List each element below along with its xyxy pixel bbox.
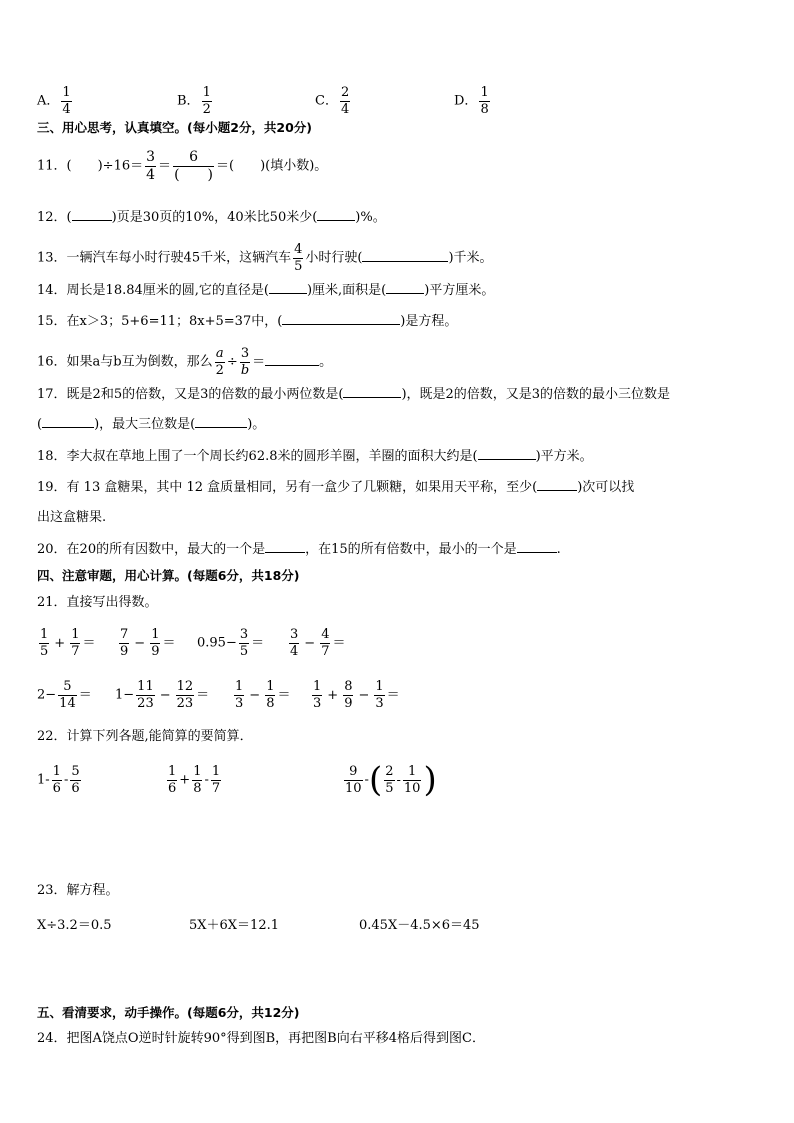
section-3-title: 三、用心思考，认真填空。(每小题2分，共20分) (37, 120, 313, 135)
expression: $\frac{1}{3}$ − $\frac{1}{8}$ ＝ (235, 679, 291, 711)
question-23-title: 23．解方程。 (37, 883, 119, 898)
answer-blank[interactable] (537, 478, 577, 491)
section-4-title: 四、注意审题，用心计算。(每题6分，共18分) (37, 568, 300, 583)
answer-blank[interactable] (72, 208, 112, 221)
expression: $\frac{1}{6}$ + $\frac{1}{8}$ - $\frac{1}{7}$ (168, 764, 221, 796)
question-11: 11．( )÷16＝ $\frac{3}{4}$ ＝ $\frac{6}{( )}$ ＝( )(填小数)。 (37, 149, 328, 183)
expression: 1- $\frac{1}{6}$ - $\frac{5}{6}$ (37, 764, 80, 796)
question-15: 15．在x＞3；5+6=11；8x+5=37中，( )是方程。 (37, 314, 458, 329)
question-14: 14．周长是18.84厘米的圆,它的直径是( )厘米,面积是( )平方厘米。 (37, 283, 495, 298)
answer-blank[interactable] (269, 281, 307, 294)
equation: X÷3.2＝0.5 (37, 918, 112, 933)
expression: $\frac{9}{10}$ - ( $\frac{2}{5}$ - $\frac{1}{10}$ ) (345, 760, 437, 800)
answer-blank[interactable] (265, 353, 319, 366)
expression: $\frac{1}{5}$ + $\frac{1}{7}$ ＝ (40, 627, 96, 659)
q21-row-2 (37, 680, 757, 720)
equation: 0.45X－4.5×6＝45 (359, 918, 480, 933)
q21-row-1 (37, 628, 757, 668)
expression: $\frac{3}{4}$ − $\frac{4}{7}$ ＝ (290, 627, 346, 659)
fraction: $\frac{1}{2}$ (202, 85, 211, 117)
answer-blank[interactable] (343, 385, 401, 398)
option-a: A． $\frac{1}{4}$ (37, 85, 71, 117)
answer-blank[interactable] (386, 281, 424, 294)
answer-blank[interactable] (517, 540, 557, 553)
question-17-line-1: 17．既是2和5的倍数，又是3的倍数的最小两位数是( )，既是2的倍数，又是3的倍数的最小三位数是 (37, 387, 671, 402)
fraction: $\frac{1}{8}$ (480, 85, 489, 117)
option-d: D． $\frac{1}{8}$ (454, 85, 489, 117)
question-24: 24．把图A饶点O逆时针旋转90°得到图B，再把图B向右平移4格后得到图C． (37, 1031, 485, 1046)
expression: 0.95− $\frac{3}{5}$ ＝ (197, 627, 265, 659)
question-19-line-2: 出这盒糖果. (37, 510, 107, 525)
answer-blank[interactable] (195, 415, 247, 428)
question-16: 16．如果a与b互为倒数，那么 $\frac{a}{2}$ ÷ $\frac{3}{b}$ ＝ 。 (37, 346, 333, 378)
equation: 5X＋6X＝12.1 (189, 918, 279, 933)
section-5-title: 五、看清要求，动手操作。(每题6分，共12分) (37, 1005, 300, 1020)
q22-expressions (37, 760, 757, 807)
expression: 2− $\frac{5}{14}$ ＝ (37, 679, 92, 711)
answer-blank[interactable] (317, 208, 355, 221)
question-17-line-2: ( )，最大三位数是( )。 (37, 417, 266, 432)
answer-blank[interactable] (42, 415, 94, 428)
expression: 1− $\frac{11}{23}$ − $\frac{12}{23}$ ＝ (115, 679, 210, 711)
question-21-title: 21．直接写出得数。 (37, 595, 158, 610)
answer-blank[interactable] (265, 540, 305, 553)
question-12: 12．( )页是30页的10%，40米比50米少( )%。 (37, 210, 386, 225)
question-22-title: 22．计算下列各题,能简算的要简算． (37, 729, 253, 744)
question-18: 18．李大叔在草地上围了一个周长约62.8米的圆形羊圈，羊圈的面积大约是( )平方米。 (37, 449, 593, 464)
question-19-line-1: 19．有 13 盒糖果，其中 12 盒质量相同，另有一盒少了几颗糖，如果用天平称，至少( )次可以找 (37, 480, 635, 495)
option-c: C． $\frac{2}{4}$ (315, 85, 350, 117)
question-20: 20．在20的所有因数中，最大的一个是 ，在15的所有倍数中，最小的一个是 . (37, 542, 561, 557)
answer-blank[interactable] (362, 249, 448, 262)
fraction: $\frac{1}{4}$ (62, 85, 71, 117)
answer-blank[interactable] (282, 312, 400, 325)
question-13: 13．一辆汽车每小时行驶45千米，这辆汽车 $\frac{4}{5}$ 小时行驶( )千米。 (37, 242, 493, 274)
expression: $\frac{1}{3}$ + $\frac{8}{9}$ − $\frac{1}{3}$ ＝ (313, 679, 400, 711)
expression: $\frac{7}{9}$ − $\frac{1}{9}$ ＝ (120, 627, 176, 659)
answer-blank[interactable] (478, 447, 536, 460)
fraction: $\frac{2}{4}$ (340, 85, 350, 117)
q23-equations (37, 914, 757, 934)
option-b: B． $\frac{1}{2}$ (177, 85, 211, 117)
